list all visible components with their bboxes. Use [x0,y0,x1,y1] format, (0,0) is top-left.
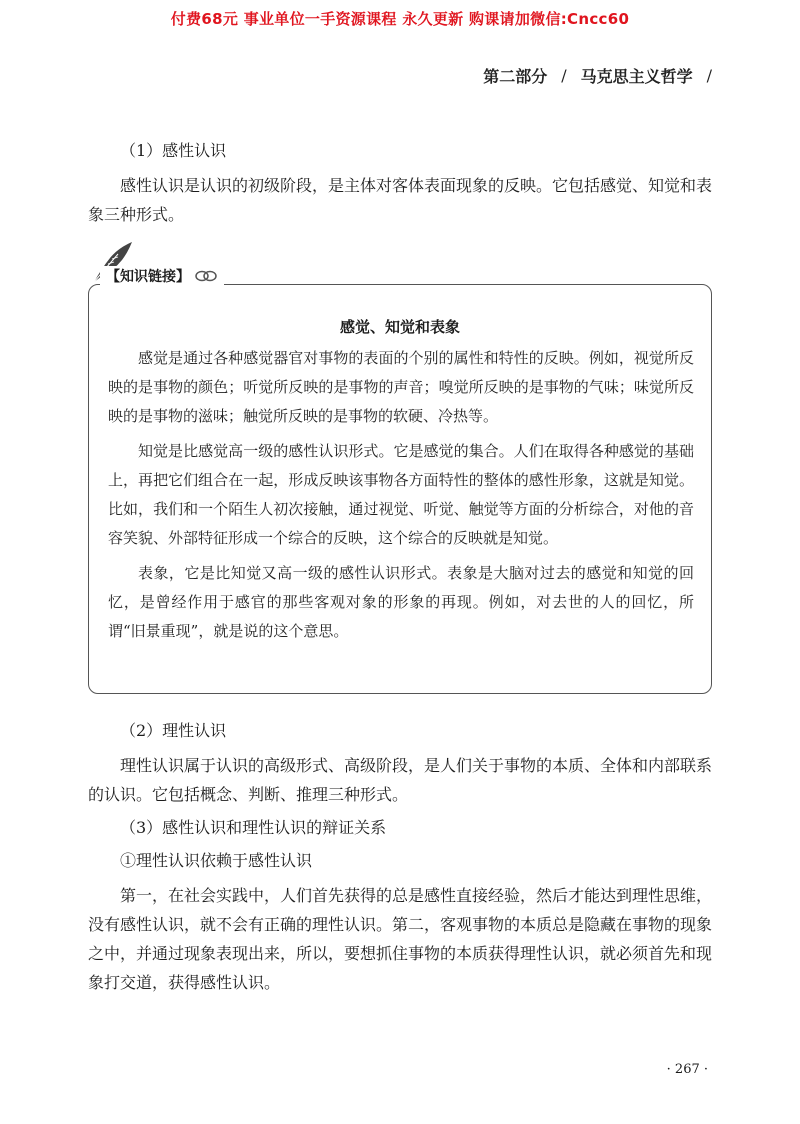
section-heading: （1）感性认识 [120,141,227,160]
section-rational [88,716,712,997]
page-number: · 267 · [666,1062,708,1077]
knowledge-link-tag [100,266,224,286]
header-divider: / [561,66,567,85]
section-heading: （3）感性认识和理性认识的辩证关系 [120,818,387,837]
section-paragraph: 感性认识是认识的初级阶段，是主体对客体表面现象的反映。它包括感觉、知觉和表象三种形式。 [88,176,713,224]
knowledge-paragraph: 知觉是比感觉高一级的感性认识形式。它是感觉的集合。人们在取得各种感觉的基础上，再把它们组合在一起，形成反映该事物各方面特性的整体的感性形象，这就是知觉。比如，我们和一个陌生人初次接触，通过视觉、听觉、触觉等方面的分析综合，对他的音容笑貌、外部特征形成一个综合的反映，这个综合的反映就是知觉。 [108,442,694,547]
header-part: 第二部分 [483,67,548,86]
section-paragraph: 理性认识属于认识的高级形式、高级阶段，是人们关于事物的本质、全体和内部联系的认识。它包括概念、判断、推理三种形式。 [88,756,713,804]
knowledge-paragraph: 表象，它是比知觉又高一级的感性认识形式。表象是大脑对过去的感觉和知觉的回忆，是曾经作用于感官的那些客观对象的形象的再现。例如，对去世的人的回忆，所谓“旧景重现”，就是说的这个意思。 [108,564,694,640]
knowledge-link-label: 【知识链接】 [106,269,190,285]
subsection-heading: ①理性认识依赖于感性认识 [120,851,313,870]
running-header [483,64,712,87]
knowledge-box-body [108,344,694,652]
knowledge-paragraph: 感觉是通过各种感觉器官对事物的表面的个别的属性和特性的反映。例如，视觉所反映的是事物的颜色；听觉所反映的是事物的声音；嗅觉所反映的是事物的气味；味觉所反映的是事物的滋味；触觉所反映的是事物的软硬、冷热等。 [108,349,694,425]
section-heading: （2）理性认识 [120,721,227,740]
section-paragraph: 第一，在社会实践中，人们首先获得的总是感性直接经验，然后才能达到理性思维，没有感性认识，就不会有正确的理性认识。第二，客观事物的本质总是隐藏在事物的现象之中，并通过现象表现出来，所以，要想抓住事物的本质获得理性认识，就必须首先和现象打交道，获得感性认识。 [88,886,713,992]
knowledge-box-title: 感觉、知觉和表象 [339,318,460,336]
promo-banner: 付费68元 事业单位一手资源课程 永久更新 购课请加微信:Cncc60 [170,10,630,28]
chain-link-icon [194,269,218,283]
header-divider-end: / [706,66,712,85]
section-sensory [88,136,712,229]
header-subject: 马克思主义哲学 [580,67,693,86]
